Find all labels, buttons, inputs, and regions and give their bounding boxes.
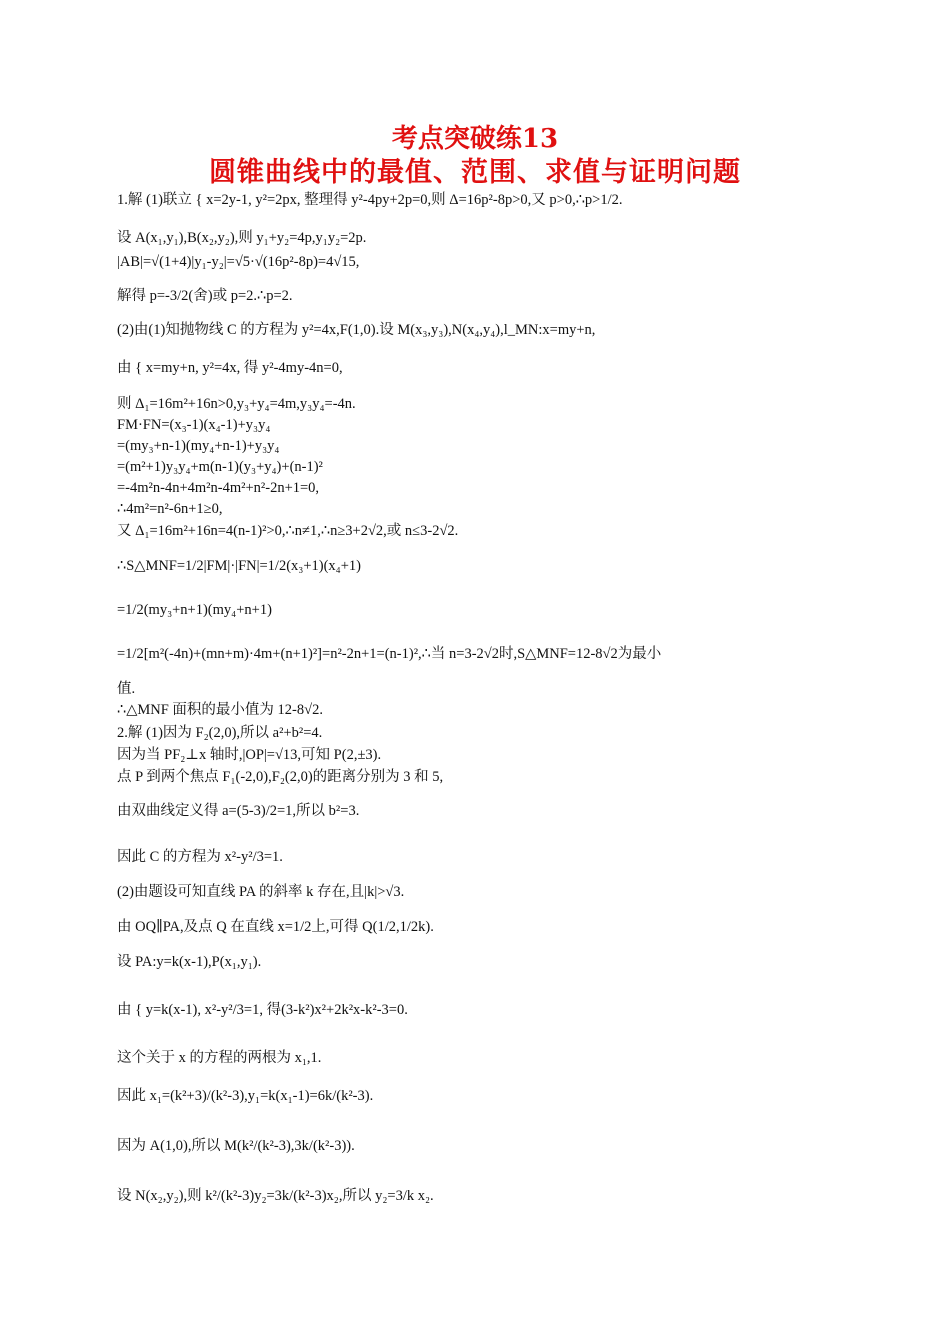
solution-line: 则 Δ₁=16m²+16n>0,y₃+y₄=4m,y₃y₄=-4n.	[117, 396, 356, 412]
solution-line: 设 PA:y=k(x-1),P(x₁,y₁).	[117, 954, 262, 970]
solution-line: 又 Δ₁=16m²+16n=4(n-1)²>0,∴n≠1,∴n≥3+2√2,或 n≤3-2√2.	[117, 523, 459, 539]
solution-line: 因为当 PF₂⊥x 轴时,|OP|=√13,可知 P(2,±3).	[117, 747, 382, 763]
solution-line: 因为 A(1,0),所以 M(k²/(k²-3),3k/(k²-3)).	[117, 1138, 355, 1154]
solution-line: ∴S△MNF=1/2|FM|·|FN|=1/2(x₃+1)(x₄+1)	[117, 558, 361, 574]
solution-line: ∴△MNF 面积的最小值为 12-8√2.	[117, 702, 323, 718]
solution-line: 解得 p=-3/2(舍)或 p=2.∴p=2.	[117, 288, 293, 304]
solution-line: =1/2[m²(-4n)+(mn+m)·4m+(n+1)²]=n²-2n+1=(n-1)²,∴当 n=3-2√2时,S△MNF=12-8√2为最小	[117, 646, 662, 662]
solution-line: 由双曲线定义得 a=(5-3)/2=1,所以 b²=3.	[117, 803, 360, 819]
solution-line: 设 A(x₁,y₁),B(x₂,y₂),则 y₁+y₂=4p,y₁y₂=2p.	[117, 230, 367, 246]
solution-line: 因此 x₁=(k²+3)/(k²-3),y₁=k(x₁-1)=6k/(k²-3).	[117, 1088, 374, 1104]
solution-line: 值.	[117, 681, 136, 697]
document-title: 考点突破练13	[391, 124, 559, 154]
document-subtitle: 圆锥曲线中的最值、范围、求值与证明问题	[209, 157, 741, 188]
solution-line: 设 N(x₂,y₂),则 k²/(k²-3)y₂=3k/(k²-3)x₂,所以 y₂=3/k x₂.	[117, 1188, 434, 1204]
solution-line: FM·FN=(x₃-1)(x₄-1)+y₃y₄	[117, 417, 271, 433]
solution-line: 因此 C 的方程为 x²-y²/3=1.	[117, 849, 283, 865]
solution-line: =(my₃+n-1)(my₄+n-1)+y₃y₄	[117, 438, 280, 454]
solution-line: (2)由(1)知抛物线 C 的方程为 y²=4x,F(1,0).设 M(x₃,y₃),N(x₄,y₄),l_MN:x=my+n,	[117, 322, 596, 338]
solution-line: 由 { x=my+n, y²=4x, 得 y²-4my-4n=0,	[117, 360, 343, 376]
solution-line: =-4m²n-4n+4m²n-4m²+n²-2n+1=0,	[117, 480, 320, 496]
solution-line: 由 OQ∥PA,及点 Q 在直线 x=1/2上,可得 Q(1/2,1/2k).	[117, 919, 434, 935]
solution-line: 2.解 (1)因为 F₂(2,0),所以 a²+b²=4.	[117, 725, 323, 741]
solution-line: 1.解 (1)联立 { x=2y-1, y²=2px, 整理得 y²-4py+2p=0,则 Δ=16p²-8p>0,又 p>0,∴p>1/2.	[117, 192, 623, 208]
solution-line: 点 P 到两个焦点 F₁(-2,0),F₂(2,0)的距离分别为 3 和 5,	[117, 769, 444, 785]
solution-line: ∴4m²=n²-6n+1≥0,	[117, 501, 223, 517]
solution-line: (2)由题设可知直线 PA 的斜率 k 存在,且|k|>√3.	[117, 884, 405, 900]
solution-line: 由 { y=k(x-1), x²-y²/3=1, 得(3-k²)x²+2k²x-k²-3=0.	[117, 1002, 408, 1018]
solution-line: =(m²+1)y₃y₄+m(n-1)(y₃+y₄)+(n-1)²	[117, 459, 323, 475]
solution-line: 这个关于 x 的方程的两根为 x₁,1.	[117, 1050, 322, 1066]
solution-line: |AB|=√(1+4)|y₁-y₂|=√5·√(16p²-8p)=4√15,	[117, 254, 360, 270]
solution-line: =1/2(my₃+n+1)(my₄+n+1)	[117, 602, 272, 618]
